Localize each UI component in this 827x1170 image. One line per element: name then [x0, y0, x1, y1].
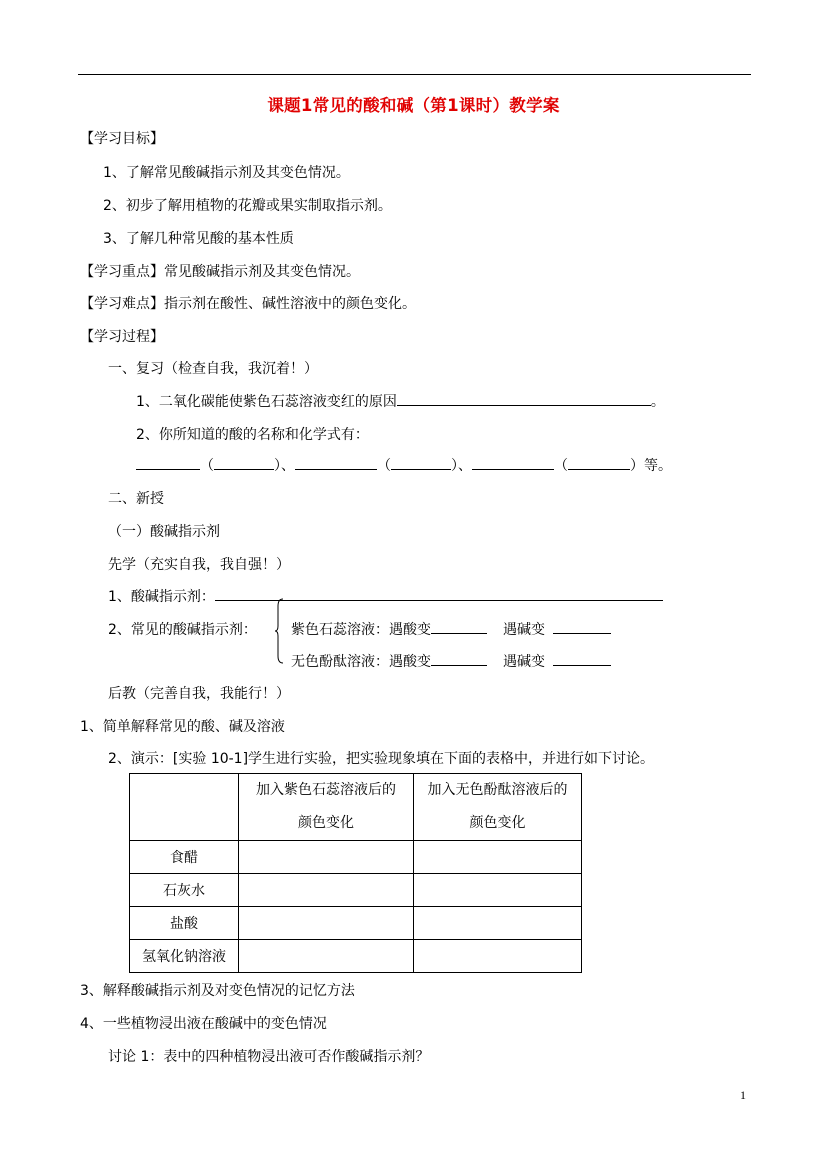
acid-formula-blank-1[interactable] — [214, 455, 274, 470]
litmus-base-label: 遇碱变 — [503, 622, 545, 638]
phenolphthalein-name: 无色酚酞溶液：遇酸变 — [291, 654, 431, 670]
answer-cell[interactable] — [414, 907, 582, 940]
header-phenolphthalein: 加入无色酚酞溶液后的 颜色变化 — [414, 774, 582, 841]
key-point-label: 【学习重点】 — [80, 264, 164, 280]
litmus-acid-blank[interactable] — [431, 619, 487, 634]
header-rule — [78, 74, 751, 75]
paren-close: ） — [630, 458, 644, 474]
litmus-base-blank[interactable] — [553, 619, 611, 634]
litmus-name: 紫色石蕊溶液：遇酸变 — [291, 622, 431, 638]
key-point — [80, 261, 360, 281]
acid-formula-blank-2[interactable] — [391, 455, 451, 470]
row-label-sodium-hydroxide: 氢氧化钠溶液 — [130, 940, 239, 973]
answer-blank-co2-reason[interactable] — [397, 391, 651, 406]
review-question-1-text: 1、二氧化碳能使紫色石蕊溶液变红的原因 — [136, 394, 397, 410]
pre-study-heading: 先学（充实自我，我自强！） — [108, 557, 290, 573]
objective-item-2: 2、初步了解用植物的花瓣或果实制取指示剂。 — [103, 198, 392, 214]
table-header-row — [130, 774, 582, 841]
review-question-1 — [136, 391, 665, 411]
answer-cell[interactable] — [239, 907, 414, 940]
litmus-row — [291, 619, 611, 639]
observation-table — [129, 773, 582, 973]
new-lesson-heading: 二、新授 — [108, 491, 164, 507]
indicator-definition-label: 1、酸碱指示剂： — [108, 589, 215, 605]
difficulty-text: 指示剂在酸性、碱性溶液中的颜色变化。 — [164, 296, 416, 312]
difficulty — [80, 293, 416, 313]
phenolphthalein-acid-blank[interactable] — [431, 651, 487, 666]
explain-item-1: 1、简单解释常见的酸、碱及溶液 — [80, 719, 285, 735]
acid-name-blank-1[interactable] — [136, 455, 200, 470]
common-indicators-label: 2、常见的酸碱指示剂： — [108, 622, 257, 638]
paren-open: （ — [200, 458, 214, 474]
answer-cell[interactable] — [414, 874, 582, 907]
page-number: 1 — [740, 1088, 746, 1102]
header-litmus: 加入紫色石蕊溶液后的 颜色变化 — [239, 774, 414, 841]
page-title: 课题1常见的酸和碱（第1课时）教学案 — [267, 96, 560, 115]
table-row — [130, 841, 582, 874]
objectives-heading: 【学习目标】 — [80, 131, 164, 147]
post-teach-heading: 后教（完善自我，我能行！） — [108, 686, 290, 702]
item-3: 3、解释酸碱指示剂及对变色情况的记忆方法 — [80, 983, 355, 999]
separator: 、 — [458, 458, 472, 474]
process-heading: 【学习过程】 — [80, 329, 164, 345]
key-point-text: 常见酸碱指示剂及其变色情况。 — [164, 264, 360, 280]
paren-open: （ — [377, 458, 391, 474]
table-row — [130, 907, 582, 940]
table-row — [130, 874, 582, 907]
difficulty-label: 【学习难点】 — [80, 296, 164, 312]
review-question-1-end: 。 — [650, 394, 665, 410]
discussion-1: 讨论 1：表中的四种植物浸出液可否作酸碱指示剂？ — [108, 1049, 430, 1065]
objective-item-3: 3、了解几种常见酸的基本性质 — [103, 231, 294, 247]
row-label-vinegar: 食醋 — [130, 841, 239, 874]
curly-brace-icon — [274, 598, 284, 664]
answer-cell[interactable] — [239, 841, 414, 874]
demo-instruction: 2、演示：[实验 10-1]学生进行实验，把实验现象填在下面的表格中，并进行如下讨论。 — [108, 751, 655, 767]
item-4: 4、一些植物浸出液在酸碱中的变色情况 — [80, 1016, 327, 1032]
phenolphthalein-row — [291, 651, 611, 671]
table-corner-cell — [130, 774, 239, 841]
phenolphthalein-base-label: 遇碱变 — [503, 654, 545, 670]
table-row — [130, 940, 582, 973]
acid-fill-ending: 等。 — [644, 458, 672, 474]
answer-cell[interactable] — [239, 940, 414, 973]
paren-open: （ — [554, 458, 568, 474]
review-question-2: 2、你所知道的酸的名称和化学式有： — [136, 427, 369, 443]
separator: 、 — [281, 458, 295, 474]
indicator-definition — [108, 586, 663, 606]
phenolphthalein-base-blank[interactable] — [553, 651, 611, 666]
acid-name-blank-2[interactable] — [295, 455, 377, 470]
review-heading: 一、复习（检查自我，我沉着！） — [108, 361, 318, 377]
row-label-hydrochloric-acid: 盐酸 — [130, 907, 239, 940]
answer-cell[interactable] — [414, 841, 582, 874]
answer-cell[interactable] — [239, 874, 414, 907]
answer-cell[interactable] — [414, 940, 582, 973]
paren-close: ） — [274, 458, 281, 474]
row-label-limewater: 石灰水 — [130, 874, 239, 907]
acid-formula-blank-3[interactable] — [568, 455, 630, 470]
section-indicator-heading: （一）酸碱指示剂 — [108, 524, 220, 540]
acid-name-blank-3[interactable] — [472, 455, 554, 470]
paren-close: ） — [451, 458, 458, 474]
objective-item-1: 1、了解常见酸碱指示剂及其变色情况。 — [103, 165, 350, 181]
acid-fill-line — [136, 455, 672, 475]
